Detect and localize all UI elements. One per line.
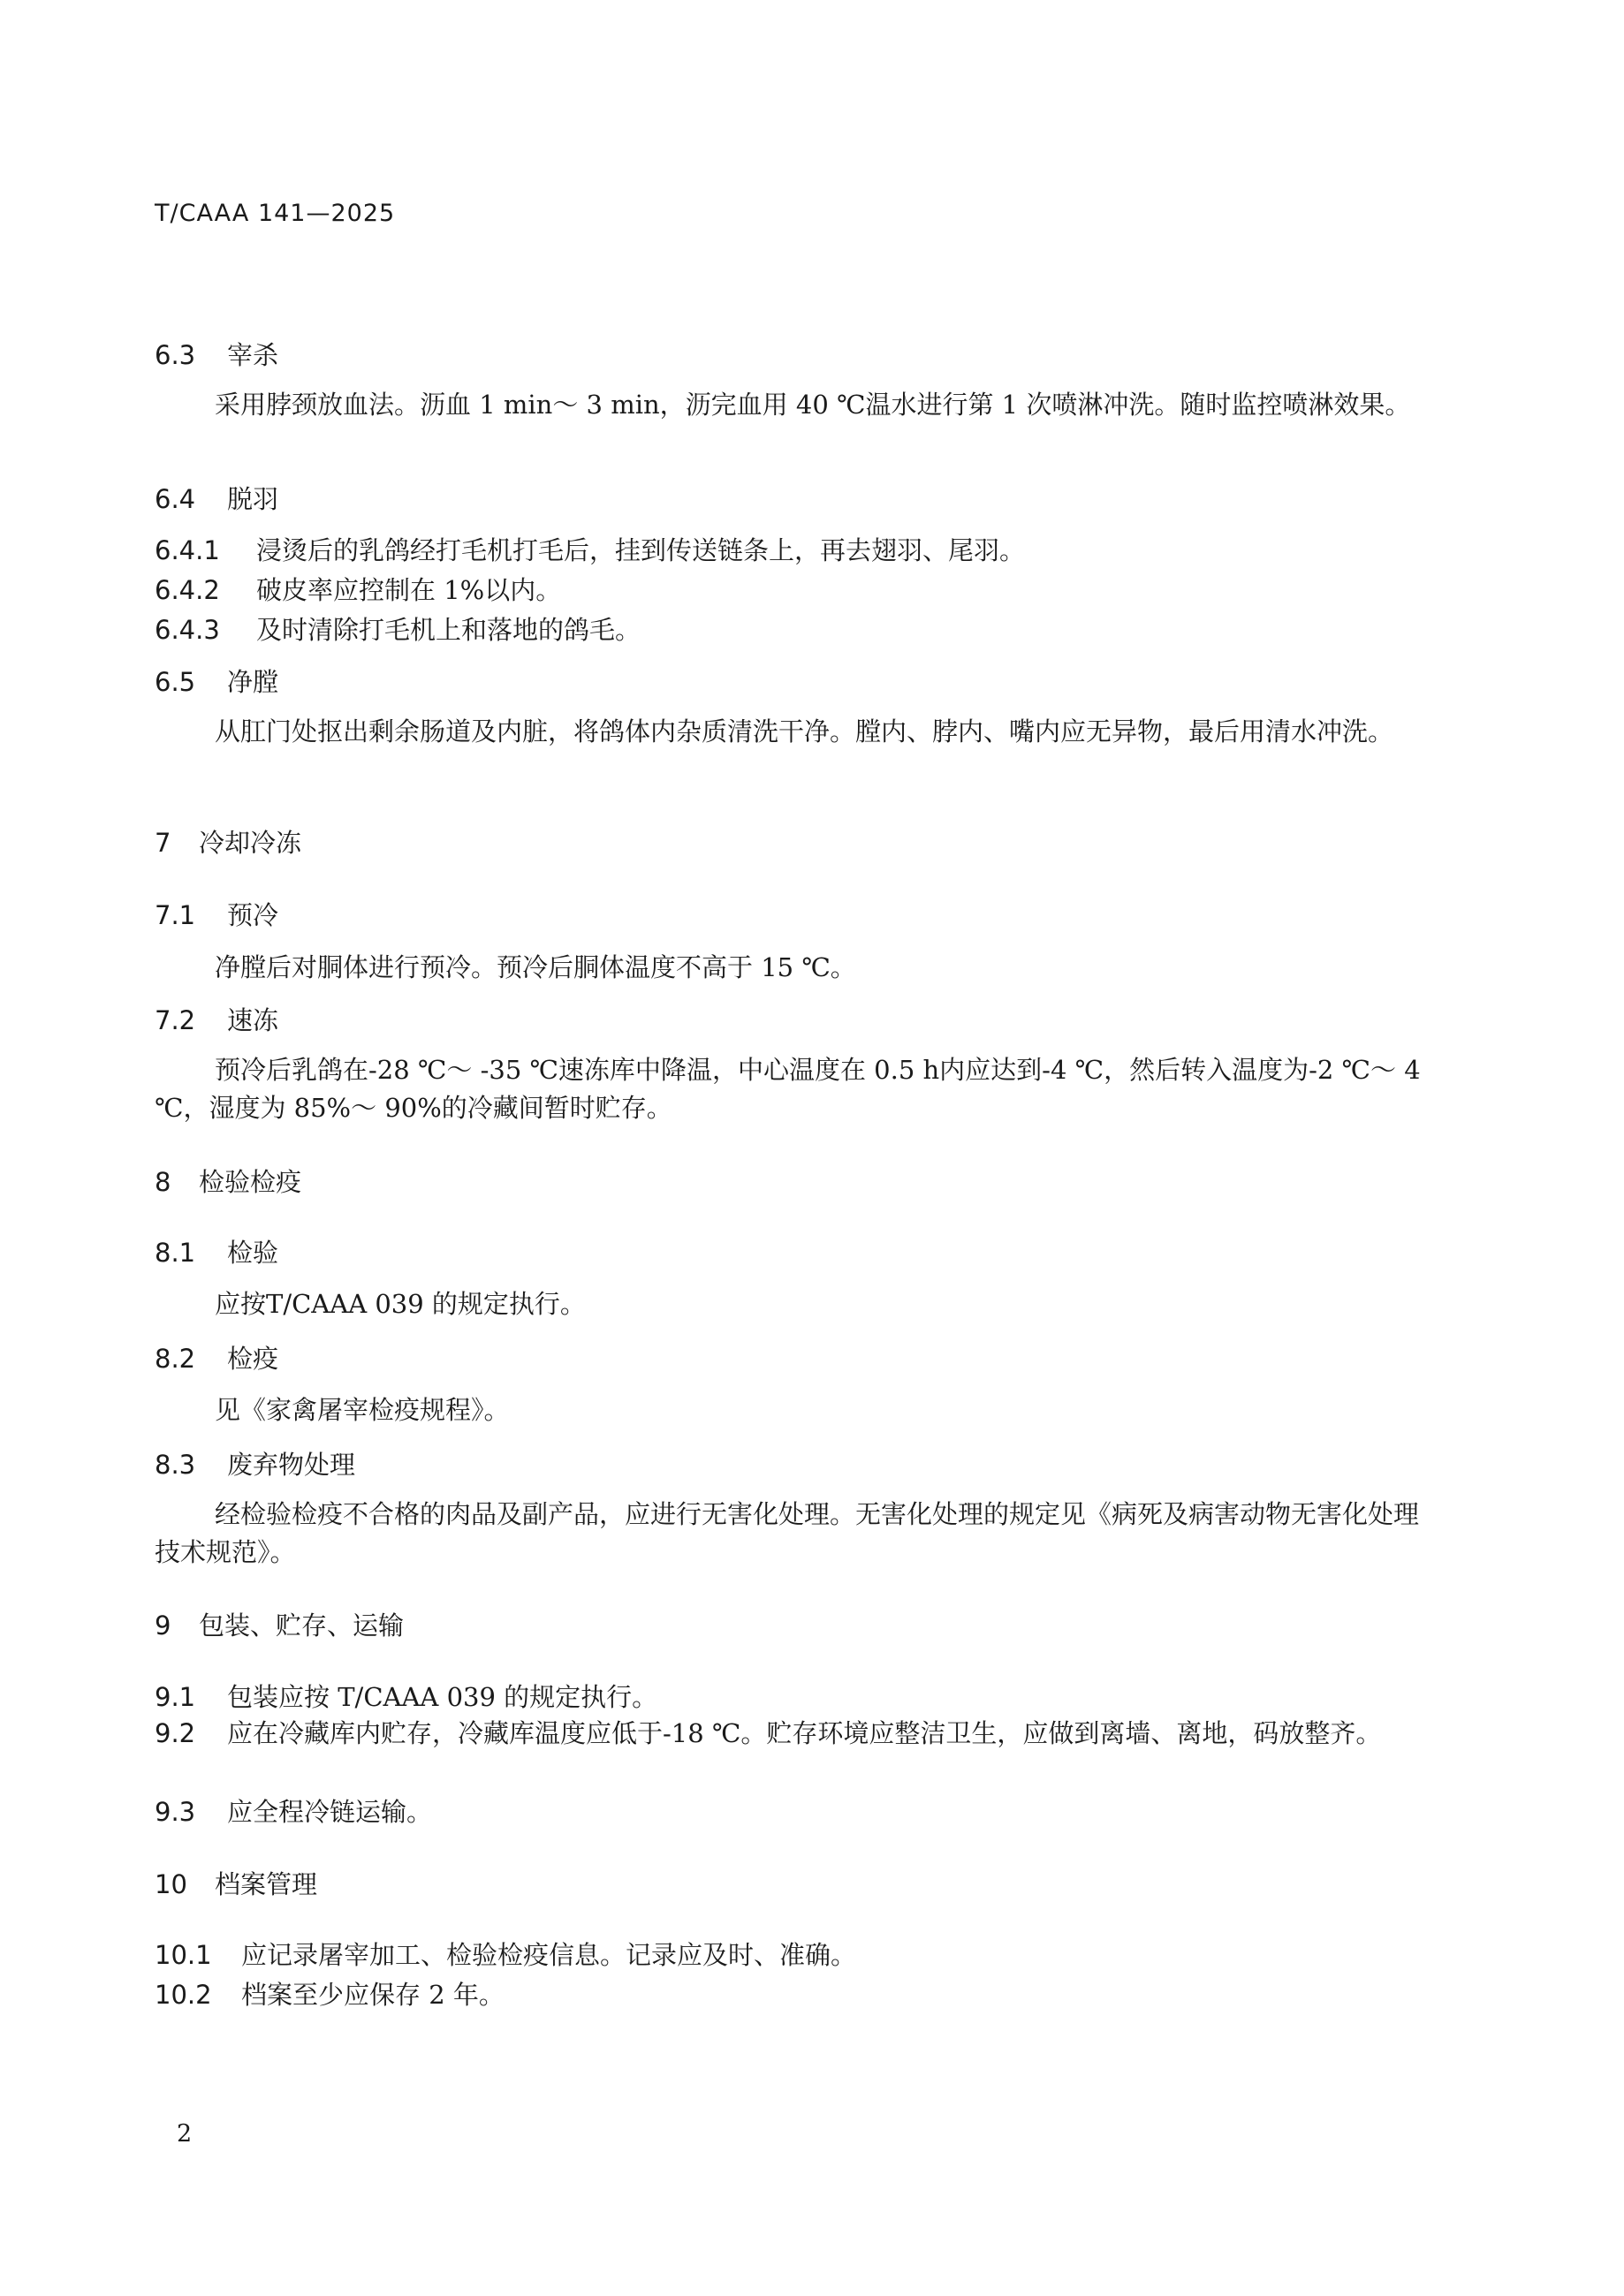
heading-title: 宰杀 bbox=[227, 340, 279, 370]
standard-code: T/CAAA 141—2025 bbox=[155, 200, 396, 227]
list-item-9-2 bbox=[155, 1715, 1440, 1753]
heading-number: 7.2 bbox=[155, 1005, 196, 1035]
list-item-10-1 bbox=[155, 1936, 856, 1972]
paragraph-6-5: 从肛门处抠出剩余肠道及内脏，将鸽体内杂质清洗干净。膛内、脖内、嘴内应无异物，最后用清水冲洗。 bbox=[215, 716, 1394, 746]
heading-number: 8 bbox=[155, 1167, 171, 1197]
list-item-6-4-3 bbox=[155, 610, 641, 647]
paragraph-7-1: 净膛后对胴体进行预冷。预冷后胴体温度不高于 15 ℃。 bbox=[215, 952, 856, 982]
heading-8-2 bbox=[155, 1339, 278, 1375]
heading-7-2 bbox=[155, 1001, 278, 1037]
heading-title: 检验 bbox=[227, 1238, 279, 1268]
heading-7 bbox=[155, 823, 301, 860]
heading-6-4 bbox=[155, 480, 278, 516]
item-text: 档案至少应保存 2 年。 bbox=[241, 1980, 505, 2010]
list-item-9-1 bbox=[155, 1678, 657, 1714]
heading-title: 速冻 bbox=[227, 1005, 279, 1035]
heading-number: 7.1 bbox=[155, 900, 196, 930]
list-item-6-4-2 bbox=[155, 571, 561, 607]
item-number: 6.4.1 bbox=[155, 535, 220, 565]
heading-title: 包装、贮存、运输 bbox=[199, 1610, 405, 1641]
heading-title: 净膛 bbox=[227, 667, 279, 697]
item-text: 浸烫后的乳鸽经打毛机打毛后，挂到传送链条上，再去翅羽、尾羽。 bbox=[256, 535, 1026, 565]
item-text: 应在冷藏库内贮存，冷藏库温度应低于-18 ℃。贮存环境应整洁卫生，应做到离墙、离地，码放整齐。 bbox=[227, 1718, 1382, 1748]
item-text: 应全程冷链运输。 bbox=[227, 1797, 433, 1827]
heading-title: 脱羽 bbox=[227, 484, 279, 514]
heading-9 bbox=[155, 1606, 404, 1642]
item-number: 9.3 bbox=[155, 1797, 196, 1827]
item-text: 应记录屠宰加工、检验检疫信息。记录应及时、准确。 bbox=[241, 1940, 857, 1970]
list-item-9-3 bbox=[155, 1792, 432, 1829]
heading-8-3 bbox=[155, 1445, 355, 1481]
heading-number: 8.1 bbox=[155, 1238, 196, 1268]
heading-10 bbox=[155, 1865, 317, 1901]
paragraph-7-2: 预冷后乳鸽在-28 ℃～ -35 ℃速冻库中降温，中心温度在 0.5 h内应达到-4 ℃，然后转入温度为-2 ℃～ 4 ℃，湿度为 85%～ 90%的冷藏间暂时贮存。 bbox=[155, 1055, 1421, 1123]
list-item-10-2 bbox=[155, 1975, 505, 2012]
heading-6-5 bbox=[155, 663, 278, 699]
heading-title: 档案管理 bbox=[215, 1869, 318, 1899]
heading-8-1 bbox=[155, 1233, 278, 1269]
list-item-6-4-1 bbox=[155, 531, 1025, 567]
heading-7-1 bbox=[155, 896, 278, 932]
item-number: 6.4.2 bbox=[155, 575, 220, 605]
item-number: 9.2 bbox=[155, 1718, 196, 1748]
paragraph-8-1: 应按T/CAAA 039 的规定执行。 bbox=[215, 1289, 586, 1319]
heading-8 bbox=[155, 1163, 301, 1199]
heading-number: 6.4 bbox=[155, 484, 196, 514]
heading-title: 废弃物处理 bbox=[227, 1450, 356, 1480]
item-text: 包装应按 T/CAAA 039 的规定执行。 bbox=[227, 1682, 658, 1712]
paragraph-8-2: 见《家禽屠宰检疫规程》。 bbox=[215, 1395, 510, 1425]
paragraph-8-3: 经检验检疫不合格的肉品及副产品，应进行无害化处理。无害化处理的规定见《病死及病害动物无害化处理技术规范》。 bbox=[155, 1499, 1420, 1567]
heading-title: 检验检疫 bbox=[199, 1167, 302, 1197]
heading-number: 9 bbox=[155, 1610, 171, 1641]
heading-title: 预冷 bbox=[227, 900, 279, 930]
heading-number: 10 bbox=[155, 1869, 187, 1899]
item-number: 6.4.3 bbox=[155, 615, 220, 645]
paragraph-6-3: 采用脖颈放血法。沥血 1 min～ 3 min，沥完血用 40 ℃温水进行第 1 次喷淋冲洗。随时监控喷淋效果。 bbox=[215, 390, 1411, 420]
heading-title: 检疫 bbox=[227, 1344, 279, 1374]
heading-number: 6.5 bbox=[155, 667, 196, 697]
item-number: 10.1 bbox=[155, 1940, 212, 1970]
heading-number: 8.2 bbox=[155, 1344, 196, 1374]
item-text: 破皮率应控制在 1%以内。 bbox=[256, 575, 562, 605]
heading-title: 冷却冷冻 bbox=[199, 828, 302, 858]
heading-number: 6.3 bbox=[155, 340, 196, 370]
heading-6-3 bbox=[155, 336, 278, 372]
heading-number: 8.3 bbox=[155, 1450, 196, 1480]
heading-number: 7 bbox=[155, 828, 171, 858]
item-number: 9.1 bbox=[155, 1682, 196, 1712]
item-number: 10.2 bbox=[155, 1980, 212, 2010]
item-text: 及时清除打毛机上和落地的鸽毛。 bbox=[256, 615, 641, 645]
page-number: 2 bbox=[177, 2120, 193, 2148]
